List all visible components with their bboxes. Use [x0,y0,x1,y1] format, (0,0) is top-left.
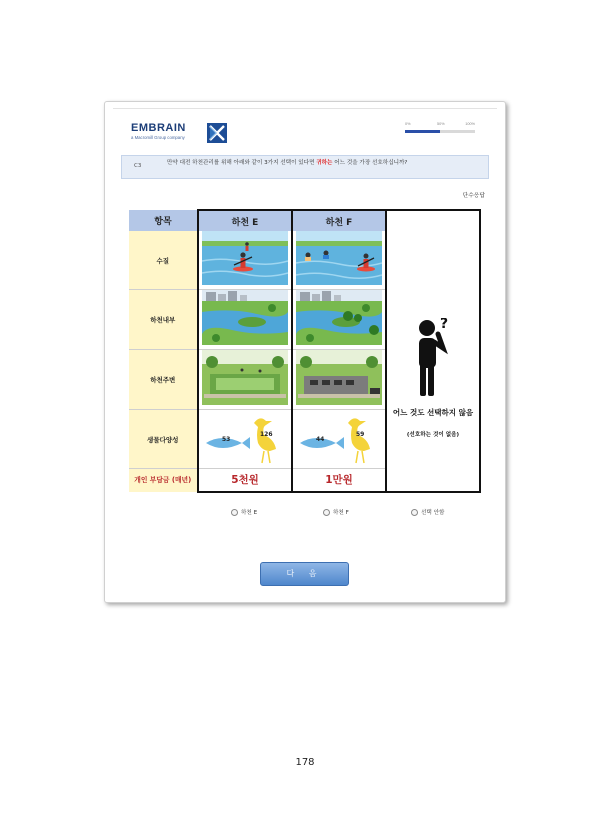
attribute-riverside: 하천주변 [129,350,199,410]
radio-circle-f[interactable] [323,509,330,516]
bird-count-f: 59 [356,431,365,438]
brand-name: EMBRAIN [131,122,186,134]
top-divider [113,108,497,109]
swimming-scene-image [296,231,382,285]
radio-circle-e[interactable] [231,509,238,516]
fish-and-heron-icon [202,413,288,465]
attribute-water-quality: 수질 [129,231,199,290]
option-header-f: 하천 F [292,210,386,231]
progress-label-end: 100% [465,122,475,126]
progress-label-mid: 50% [437,122,445,126]
radio-circle-none[interactable] [411,509,418,516]
attribute-cost-label: 개인 부담금 (매년) [134,475,192,484]
fish-and-heron-icon [296,413,382,465]
bird-count-e: 126 [260,431,273,438]
option-header-e: 하천 E [198,210,292,231]
question-text-after: 어느 것을 가장 선호하십니까? [332,160,408,166]
progress-labels [405,122,475,128]
none-option-title: 어느 것도 선택하지 않음 [392,407,474,417]
radio-label-e: 하천 E [241,510,258,516]
fish-count-e: 53 [222,436,231,443]
fish-count-f: 44 [316,436,325,443]
attribute-biodiversity: 생물다양성 [129,410,199,469]
svg-text:?: ? [440,317,449,332]
progress-fill [405,130,440,133]
cost-f: 1만원 [292,469,386,492]
riverside-e-cell [198,350,292,410]
progress-track [405,130,475,133]
riverside-f-cell [292,350,386,410]
attribute-annual-cost [129,469,199,492]
question-number: C3 [134,163,142,169]
next-button[interactable]: 다 음 [260,562,349,586]
cost-e: 5천원 [198,469,292,492]
survey-card [104,101,506,603]
question-text-before: 만약 대전 하천관리를 위해 아래와 같이 3가지 선택이 있다면 [167,160,317,166]
river-interior-vegetated-image [296,290,382,345]
riverside-parking-image [296,350,382,405]
embrain-logo [131,122,186,140]
page-number: 178 [295,757,315,768]
biodiversity-f-cell [292,410,386,469]
none-option-subtitle: (선호하는 것이 없음) [406,431,460,438]
attribute-header: 항목 [129,210,199,231]
thinking-person-icon [413,318,453,398]
none-option-cell [386,210,480,492]
riverside-park-image [202,350,288,405]
question-highlight: 귀하는 [316,160,333,166]
attribute-river-interior: 하천내부 [129,290,199,350]
progress-label-start: 0% [405,122,411,126]
water-quality-f-cell [292,231,386,290]
river-interior-image [202,290,288,345]
radio-option-none[interactable] [411,508,444,516]
radio-label-f: 하천 F [333,510,349,516]
choice-table [128,209,481,493]
embrain-logo-mark-icon [207,123,227,143]
river-interior-f-cell [292,290,386,350]
progress-indicator [405,122,475,133]
water-quality-e-cell [198,231,292,290]
radio-option-f[interactable] [323,508,349,516]
question-text [167,159,467,167]
answer-type-label: 단수응답 [462,193,485,199]
question-box [121,155,489,179]
radio-option-e[interactable] [231,508,257,516]
river-interior-e-cell [198,290,292,350]
biodiversity-e-cell [198,410,292,469]
radio-label-none: 선택 안함 [421,510,445,516]
kayaking-scene-image [202,231,288,285]
brand-tagline: a Macromill Group company [131,135,185,140]
